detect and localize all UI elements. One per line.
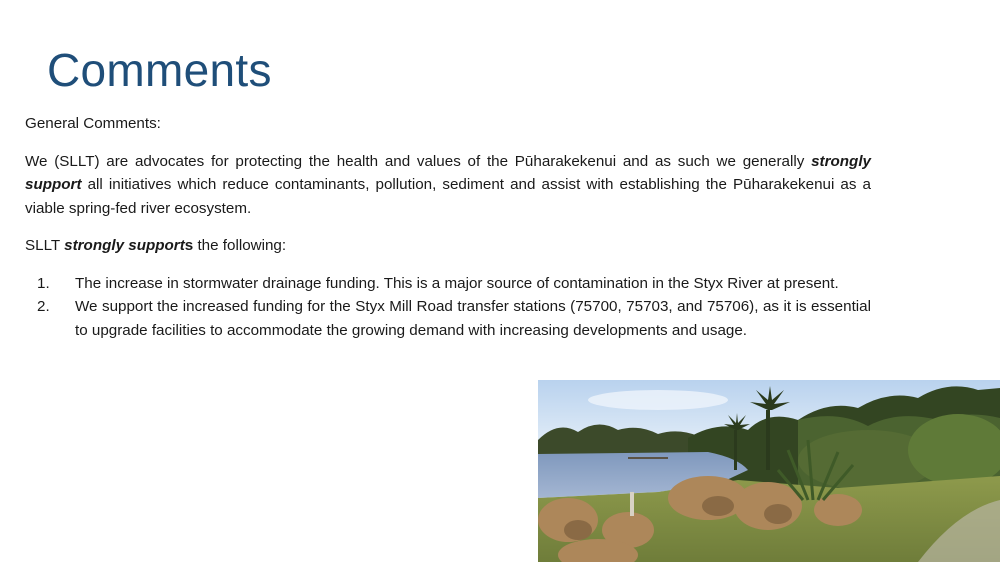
intro-emphasis: strongly support — [25, 152, 871, 193]
list-item-text: We support the increased funding for the Styx Mill Road transfer stations (75700, 75703, and 75706), as it is essential to upgrade facilities to accommodate the growing demand with increasing developments and usage. — [75, 298, 871, 339]
support-suffix: s — [184, 237, 194, 254]
river-landscape-photo — [538, 380, 1000, 562]
intro-text-1: We (SLLT) are advocates for protecting the health and values of the Pūharakekenui and as such we generally — [25, 152, 812, 170]
support-line — [25, 234, 871, 258]
list-item — [25, 295, 871, 342]
support-emphasis: strongly support — [64, 237, 185, 254]
support-list — [25, 272, 871, 343]
list-item-number: 1. — [37, 274, 50, 292]
slide-body — [25, 112, 871, 342]
intro-paragraph — [25, 150, 871, 221]
support-rest: the following: — [193, 237, 287, 254]
page-title: Comments — [47, 44, 272, 96]
list-item-text: The increase in stormwater drainage funding. This is a major source of contamination in the Styx River at present. — [75, 274, 839, 292]
list-item — [25, 272, 871, 296]
list-item-number: 2. — [37, 298, 50, 315]
general-comments-label: General Comments: — [25, 115, 161, 132]
intro-text-2: all initiatives which reduce contaminants, pollution, sediment and assist with establishing the Pūharakekenui as a viable spring-fed river ecosystem. — [25, 176, 871, 217]
support-prefix: SLLT — [25, 237, 65, 254]
